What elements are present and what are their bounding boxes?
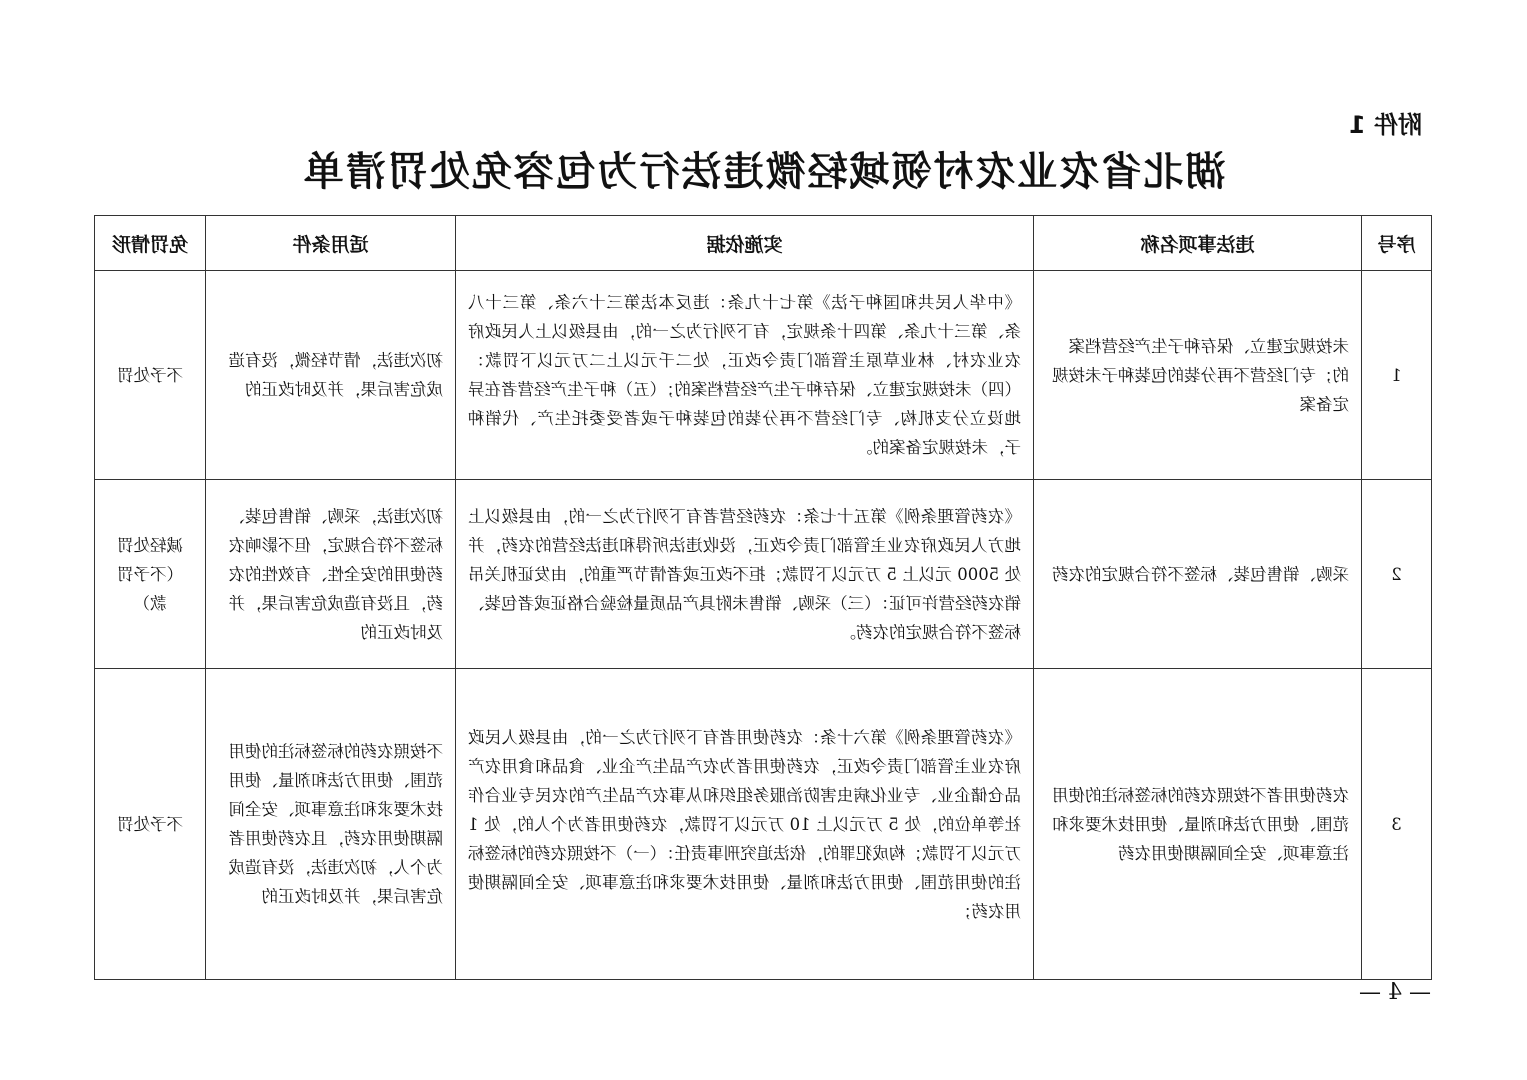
header-penalty: 免罚情形	[95, 216, 206, 271]
table-row	[95, 271, 1432, 480]
header-no: 序号	[1362, 216, 1432, 271]
cell-basis: 《农药管理条例》第六十条：农药使用者有下列行为之一的，由县级人民政府农业主管部门责令改正，农药使用者为农产品生产企业、食品和食用农产品仓储企业、专业化病虫害防治服务组织和从事农产品生产的农民专业合作社等单位的，处 5 万元以上 10 万元以下罚款，农药使用者为个人的，处 1 万元以下罚款；构成犯罪的，依法追究刑事责任：（一）不按照农药的标签标注的使用范围、使用方法和剂量、使用技术要求和注意事项、安全间隔期使用农药；	[456, 669, 1034, 980]
cell-basis: 《农药管理条例》第五十七条：农药经营者有下列行为之一的，由县级以上地方人民政府农业主管部门责令改正，没收违法所得和违法经营的农药，并处 5000 元以上 5 万元以下罚款；拒不改正或者情节严重的，由发证机关吊销农药经营许可证：（三）采购、销售未附具产品质量检验合格证或者包装、标签不符合规定的农药。	[456, 480, 1034, 669]
header-item: 违法事项名称	[1034, 216, 1362, 271]
cell-penalty: 不予处罚	[95, 669, 206, 980]
cell-item: 未按规定建立、保存种子生产经营档案的；专门经营不再分装的包装种子未按规定备案	[1034, 271, 1362, 480]
cell-penalty: 减轻处罚（不予罚款）	[95, 480, 206, 669]
table-row	[95, 480, 1432, 669]
cell-condition: 不按照农药的标签标注的使用范围、使用方法和剂量、使用技术要求和注意事项、安全间隔期使用农药，且农药使用者为个人，初次违法，没有造成危害后果，并及时改正的	[206, 669, 456, 980]
cell-item: 采购、销售包装、标签不符合规定的农药	[1034, 480, 1362, 669]
cell-no: 3	[1362, 669, 1432, 980]
header-condition: 适用条件	[206, 216, 456, 271]
table-row	[95, 669, 1432, 980]
header-basis: 实施依据	[456, 216, 1034, 271]
cell-no: 1	[1362, 271, 1432, 480]
cell-condition: 初次违法，采购、销售包装、标签不符合规定，但不影响农药使用的安全性、有效性的农药，且没有造成危害后果，并及时改正的	[206, 480, 456, 669]
page-number: — 4 —	[1359, 980, 1431, 1005]
page-title: 湖北省农业农村领域轻微违法行为包容免处罚清单	[301, 149, 1226, 195]
penalty-table	[94, 215, 1432, 980]
cell-no: 2	[1362, 480, 1432, 669]
attachment-label: 附件 1	[1348, 111, 1422, 139]
cell-penalty: 不予处罚	[95, 271, 206, 480]
cell-basis: 《中华人民共和国种子法》第七十九条：违反本法第三十六条、第三十八条、第三十九条、第四十条规定，有下列行为之一的，由县级以上人民政府农业农村、林业草原主管部门责令改正，处二千元以上二万元以下罚款：（四）未按规定建立、保存种子生产经营档案的；（五）种子生产经营者在异地设立分支机构、专门经营不再分装的包装种子或者受委托生产、代销种子，未按规定备案的。	[456, 271, 1034, 480]
cell-condition: 初次违法，情节轻微，没有造成危害后果，并及时改正的	[206, 271, 456, 480]
table-header-row	[95, 216, 1432, 271]
cell-item: 农药使用者不按照农药的标签标注的使用范围、使用方法和剂量、使用技术要求和注意事项、安全间隔期使用农药	[1034, 669, 1362, 980]
